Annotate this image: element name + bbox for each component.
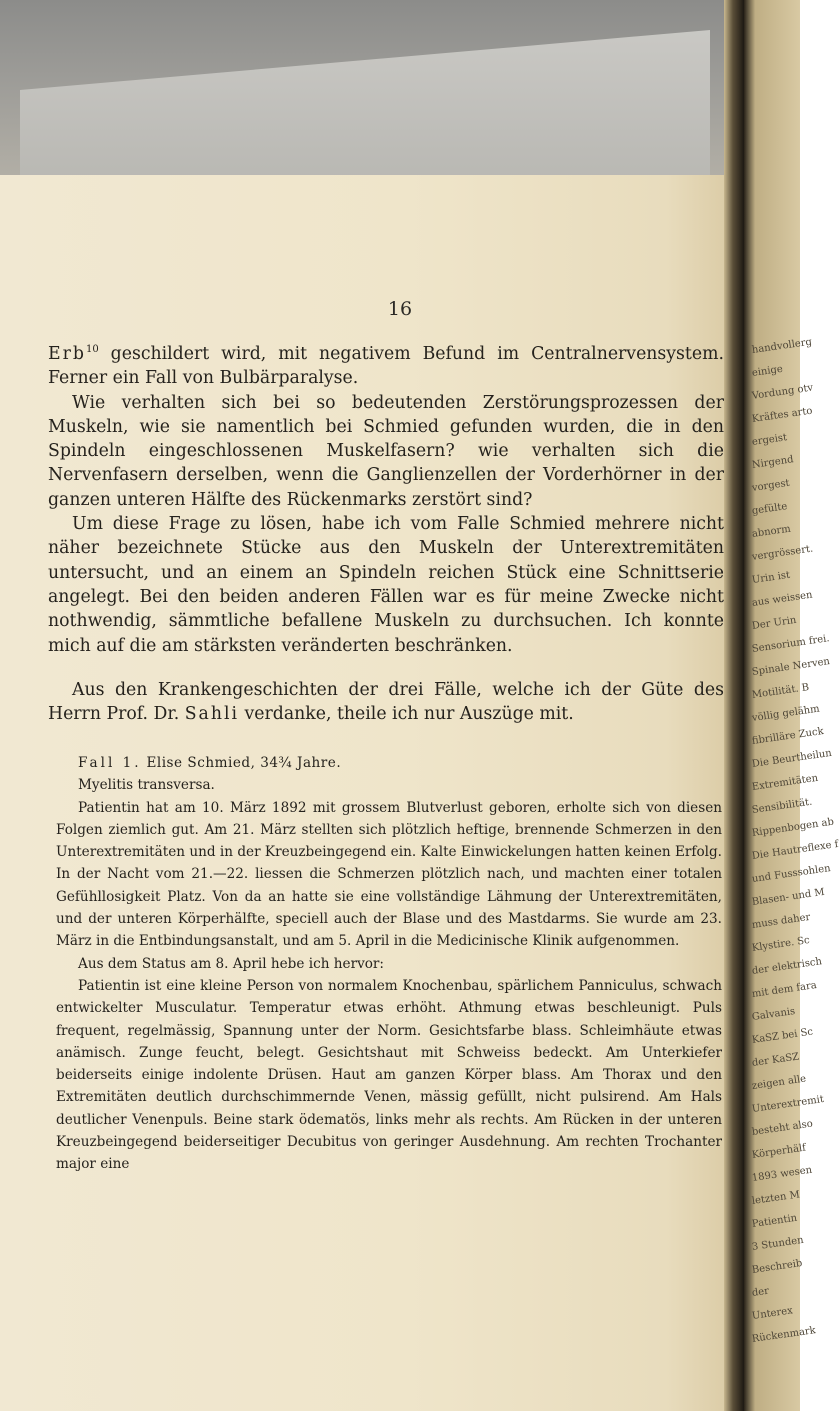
case-patient: Elise Schmied, 34¾ Jahre. [146,755,342,771]
case-report [56,752,722,1176]
facing-page-fragment: Die Hautreflexe f [751,838,839,862]
facing-page-fragment: Unterex [751,1305,794,1322]
facing-page-fragment: völlig gelähm [751,703,821,724]
case-history: Patientin hat am 10. März 1892 mit grossem Blutverlust geboren, erholte sich von diesen Folgen ziemlich gut. Am 21. März stellten sich plötzlich heftige, brennende Schmerzen in den Unterextremitäten und in der Kreuzbeingegend ein. Kalte Einwickelungen hatten keinen Erfolg. In der Nacht vom 21.—22. liessen die Schmerzen plötzlich nach, und machten einer totalen Gefühllosigkeit Platz. Von da an hatte sie eine vollständige Lähmung der Unterextremitäten, und der unteren Körperhälfte, speciell auch der Blase und des Mastdarms. Sie wurde am 23. März in die Entbindungsanstalt, und am 5. April in die Medicinische Klinik aufgenommen. [56,799,722,950]
facing-page-fragment: vergrössert. [751,543,814,563]
facing-page-fragment: 3 Stunden [751,1234,805,1253]
facing-page-fragment: Sensibilität. [751,796,813,816]
facing-page-fragment: ergeist [751,432,788,448]
author-reference: Erb [48,344,86,364]
case-heading [56,752,722,774]
facing-page-fragment: Sensorium frei. [751,633,831,655]
facing-page-fragment: Spinale Nerven [751,656,831,678]
facing-page-fragment: und Fusssohlen [751,863,832,885]
facing-page-fragment: Blasen- und M [751,886,826,908]
paragraph-2: Wie verhalten sich bei so bedeutenden Zerstörungsprozessen der Muskeln, wie sie namentlich bei Schmied gefunden wurden, die in den Spindeln eingeschlossenen Muskelfasern? wie verhalten sich die Nervenfasern derselben, wenn die Ganglienzellen der Vorderhörner in der ganzen unteren Hälfte des Rückenmarks zerstört sind? [48,392,724,510]
facing-page-fragment: muss daher [751,911,812,931]
facing-page-fragment: der [751,1285,770,1299]
case-status-intro: Aus dem Status am 8. April hebe ich hervor: [78,955,385,972]
facing-page-fragment: handvollerg [751,336,813,356]
facing-page-fragment: der KaSZ [751,1051,800,1069]
facing-page-fragment: Klystire. Sc [751,934,811,954]
facing-page-fragment: Körperhälf [751,1142,807,1161]
facing-page-fragment: Beschreib [751,1257,804,1276]
facing-page-fragment: abnorm [751,523,792,540]
facing-page-fragment: KaSZ bei Sc [751,1026,814,1046]
case-label: Fall 1. [78,755,142,771]
facing-page-fragment: Galvanis [751,1005,796,1023]
facing-page-fragment: Der Urin [751,614,798,632]
paragraph-1-text: geschildert wird, mit negativem Befund im Centralnervensystem. Ferner ein Fall von Bulbärparalyse. [48,344,724,389]
facing-page-fragment: gefülte [751,501,789,517]
paragraph-3: Um diese Frage zu lösen, habe ich vom Falle Schmied mehrere nicht näher bezeichnete Stücke aus den Muskeln der Unterextremitäten untersucht, und an einem an Spindeln reichen Stück eine Schnittserie angelegt. Bei den beiden anderen Fällen war es für meine Zwecke nicht nothwendig, sämmtliche befallene Muskeln zu durchsuchen. Ich konnte mich auf die am stärksten veränderten beschränken. [48,514,724,656]
facing-page-fragment: einige [751,363,784,379]
facing-page-fragment: Motilität. B [751,682,810,701]
facing-page-fragment: aus weissen [751,589,814,609]
facing-page-fragment: der elektrisch [751,956,823,977]
body-text [48,342,724,726]
facing-page-fragment: 1893 wesen [751,1164,813,1184]
paragraph-1 [48,342,724,391]
case-diagnosis: Myelitis transversa. [78,777,215,794]
footnote-ref: 10 [85,344,99,356]
facing-page-fragment: Vordung otv [751,382,814,402]
facing-page-fragment: Rippenbogen ab [751,816,835,839]
facing-page-fragment: zeigen alle [751,1073,807,1092]
facing-page-fragment: Urin ist [751,569,791,586]
facing-page-fragment: vorgest [751,477,791,494]
facing-page-fragment: Kräftes arto [751,405,814,425]
page-number: 16 [387,298,413,320]
facing-page-fragment: Unterextremit [751,1093,825,1115]
facing-page-fragment: Rückenmark [751,1325,817,1345]
paragraph-4-after: verdanke, theile ich nur Auszüge mit. [244,704,574,725]
facing-page-edge [744,0,839,1411]
facing-page-fragment: Die Beurtheilun [751,747,833,770]
facing-page-fragment: Patientin [751,1212,798,1230]
facing-page-fragment: Extremitäten [751,772,819,793]
facing-page-fragment: besteht also [751,1118,814,1138]
facing-page-fragment: fibrilläre Zuck [751,725,825,747]
professor-name: Sahli [184,704,240,725]
paragraph-4 [48,678,724,727]
facing-page-fragment: Nirgend [751,454,795,471]
facing-page-fragment: mit dem fara [751,979,818,1000]
case-status: Patientin ist eine kleine Person von normalem Knochenbau, spärlichem Panniculus, schwach entwickelter Musculatur. Temperatur etwas erhöht. Athmung etwas beschleunigt. Puls frequent, regelmässig, Spannung unter der Norm. Gesichtsfarbe blass. Schleimhäute etwas anämisch. Zunge feucht, belegt. Gesichtshaut mit Schweiss bedeckt. Am Unterkiefer beiderseits einige indolente Drüsen. Haut am ganzen Körper blass. Am Thorax und den Extremitäten deutlich durchschimmernde Venen, mässig gefüllt, nicht pulsirend. Am Hals deutlicher Venenpuls. Beine stark ödematös, links mehr als rechts. Am Rücken in der unteren Kreuzbeingegend beiderseitiger Decubitus von geringer Ausdehnung. Am rechten Trochanter major eine [56,977,722,1173]
facing-page-fragment: letzten M [751,1189,801,1207]
paragraph-4-before: Aus den Krankengeschichten der drei Fälle, welche ich der Güte des Herrn Prof. Dr. [48,679,724,725]
book-gutter [724,0,744,1411]
